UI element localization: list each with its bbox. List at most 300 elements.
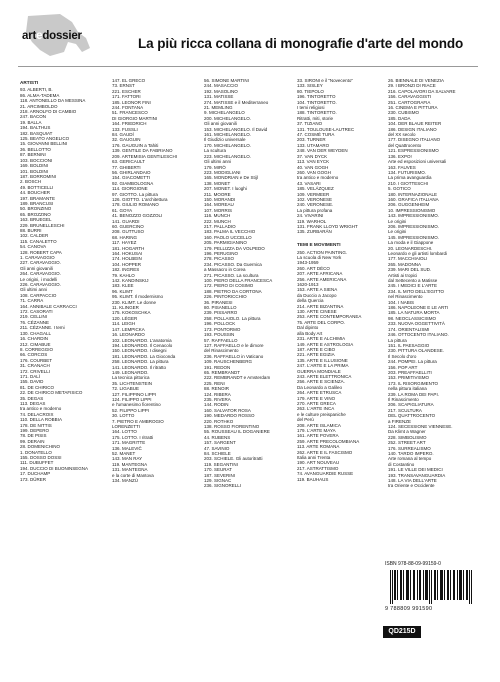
list-item: 47. SAVINIO — [204, 445, 230, 451]
list-item: Il Giudizio universale — [204, 137, 246, 143]
list-item: 170. SEURAT — [204, 467, 232, 473]
list-item: 141. GUARDI — [112, 218, 140, 224]
list-item: 181. HOGARTH — [112, 245, 145, 251]
list-item: 223. MICHELANGELO. — [204, 153, 252, 159]
list-item: 207. MONET. I luoghi — [204, 186, 247, 192]
list-item: 185. DADA — [388, 115, 411, 121]
list-item: e la corte di Mantova — [112, 472, 154, 478]
list-item: I temi religiosi — [297, 105, 325, 111]
list-item: 171. MAGRITTE — [112, 440, 146, 446]
list-item: 121. ESPRESSIONISMO — [388, 148, 439, 154]
column-3 — [204, 78, 278, 489]
list-item: 171. DALÌ — [20, 373, 41, 379]
list-item: 126. GIOTTO. L'architettura — [112, 196, 168, 202]
list-item: 107. MORRIS — [204, 207, 233, 213]
column-1 — [20, 78, 94, 482]
list-item: 191. REDON — [204, 364, 231, 370]
list-item: 171. FATTORI — [112, 94, 141, 100]
list-item: 244. POMPEI. La pittura — [388, 359, 437, 365]
list-item: 109. VERMEER — [297, 191, 330, 197]
list-item: 172. CASORATI — [20, 309, 53, 315]
list-item: 72. LIGABUE — [112, 386, 140, 392]
list-item: 260. ART DÉCO — [297, 265, 330, 271]
list-item: 68. HARING — [112, 234, 138, 240]
list-item: 141. LEONARDO. Il ritratto — [112, 364, 167, 370]
list-item: 135. ARTE E ILLUSIONE — [297, 357, 348, 363]
list-item: 199. DEPERO — [20, 428, 50, 433]
list-item: 229. BRUNELLESCHI — [20, 222, 65, 228]
list-item: 263. L'ARTE INCA — [297, 406, 335, 412]
divider — [18, 66, 478, 67]
list-item: 187. SEVERINI — [204, 472, 236, 478]
list-item: Le origini, i modelli — [20, 276, 58, 282]
list-item: 193. TRANSAVANGUARDIA — [388, 472, 446, 478]
list-item: 172. PIERO DI COSIMO — [204, 283, 254, 289]
list-item: 247. L'ARTE E LA PRIMA — [297, 363, 349, 369]
list-item: 41. BENOZZO GOZZOLI — [112, 213, 163, 219]
list-item: 250. ACTION PAINTING. — [297, 249, 348, 255]
list-item: 252. STREET ART — [388, 440, 426, 446]
list-item: 110. DELLA ROBBIA — [20, 417, 62, 423]
section-heading: TEMI E MOVIMENTI — [297, 242, 341, 248]
list-item: 157. SARGENT — [204, 440, 236, 446]
list-item: 104. I NABIS — [388, 299, 415, 305]
list-item: 253. ARTE CONTEMPORANEA — [297, 314, 362, 320]
list-item: 36. PIRANESI — [204, 299, 233, 305]
list-item: di Costantino — [388, 461, 415, 467]
list-item: 164. ANNIBALE CARRACCI — [20, 303, 77, 309]
list-item: Gli ultimi anni — [20, 287, 48, 293]
list-item: 244. MASACCIO — [204, 83, 239, 89]
list-item: 278. PICASSO — [204, 256, 235, 262]
list-item: 149. ARTE E ASTROLOGIA — [297, 341, 354, 347]
list-item: 189. BRANCUSI — [20, 200, 54, 206]
list-item: 57. RAFFAELLO — [204, 337, 238, 343]
list-item: 155. DOSSO DOSSI — [20, 455, 62, 461]
list-item: 235. RIVERA — [204, 396, 231, 402]
list-item: alla Body Art — [297, 330, 323, 336]
list-item: 1. DONATELLO — [20, 449, 52, 455]
tagline: La più ricca collana di monografie d'arte del mondo — [138, 36, 464, 51]
list-item: 7. PIETRO E AMBROGIO — [112, 418, 164, 424]
list-item: 187. ARTE E CIBO — [297, 346, 336, 352]
list-item: DI GIORGIO MARTINI — [112, 115, 158, 121]
list-item: 119. WARHOL — [297, 218, 327, 224]
list-item: 248. VAN DER WEYDEN — [297, 148, 348, 154]
list-item: 44. BOUCHER — [20, 190, 51, 196]
list-item: 170. MICHELANGELO. — [204, 142, 252, 148]
list-item: 142. KANDINSKIJ — [112, 278, 149, 284]
list-item: 16. CHARDIN — [20, 336, 49, 342]
list-item: 143. IMPRESSIONISMO. — [388, 213, 440, 219]
list-item: 143. MAN RAY — [112, 456, 143, 462]
list-item: 185. LEONOR FINI — [112, 99, 151, 105]
list-item: 98. NEOCLASSICISMO — [388, 315, 437, 321]
list-item: 2. BOSCH — [20, 179, 42, 185]
list-item: 164. LOTTO — [112, 429, 137, 435]
list-item: 187. BORROMINI — [20, 173, 57, 179]
logo-wordmark — [22, 30, 82, 42]
list-item: Arte romana al tempo — [388, 456, 432, 462]
list-item: 180. INTERNAZIONALE — [388, 191, 438, 197]
list-item: 216. CAPOLAVORI DA SALVARE — [388, 88, 456, 94]
list-item: 80. TIEPOLO — [297, 88, 324, 94]
list-item: 164. FRIEDRICH — [112, 121, 147, 127]
list-item: 222. MUNCH — [204, 218, 231, 224]
list-item: 50. BRONZINO — [20, 206, 52, 212]
product-code: QD215D — [383, 626, 421, 638]
list-item: e l'umanesimo fiorentino — [112, 402, 161, 408]
list-item: 236. SIGNORELLI — [204, 483, 242, 489]
list-item: 194. LEONARDO. Il Cenacolo — [112, 342, 173, 348]
list-item: 190. ART NOUVEAU — [297, 460, 340, 466]
list-item: 188. PIETRO DA CORTONA — [204, 288, 262, 294]
list-item: a Massacro in Corea — [204, 267, 246, 273]
list-item: 11. KLINGER — [112, 305, 139, 311]
list-item: 1. CARAVAGGIO — [20, 255, 55, 260]
list-item: 196. TINTORETTO — [297, 94, 336, 100]
list-item: 182. BASQUIAT — [20, 130, 53, 136]
list-item: 16. CINEMA E PITTURA — [388, 105, 438, 111]
list-item: 102. CALDER — [20, 233, 49, 239]
list-item: Le origini — [388, 218, 407, 224]
list-item: 258. POLLAIOLO. La pittura — [204, 315, 261, 321]
list-item: 102. VERONESE — [297, 196, 333, 202]
list-item: 211. MOORE — [204, 191, 231, 197]
list-item: 88. RENOIR — [204, 386, 230, 392]
list-item: del Quattrocento — [388, 142, 422, 148]
list-item: 55. ROUSSEAU IL DOGANIERE — [204, 429, 270, 435]
list-item: 52. MANET — [112, 451, 136, 457]
list-item: 22. DE CHIRICO METAFISICO — [20, 390, 83, 396]
list-item: 16. LEONARDO — [112, 332, 145, 338]
list-item: 113. VAN EYCK — [297, 159, 330, 165]
list-item: 236. RAFFAELLO in Vaticano — [204, 353, 264, 359]
list-item: 104. DER BLAUE REITER — [388, 121, 442, 127]
list-item: 210. I GIOTTESCHI — [388, 180, 429, 186]
list-item: 214. ARTE BIZANTINA — [297, 303, 344, 309]
list-item: 239. LA ROMA DEI PAPI. — [388, 391, 439, 397]
list-item: 161. MICHELANGELO. — [204, 132, 252, 138]
column-4 — [297, 78, 371, 482]
list-item: 186. DESIGN ITALIANO — [388, 126, 437, 132]
list-item: La scultura — [204, 148, 227, 154]
list-item: 165. MONDRIAN e De Stijl — [204, 175, 258, 181]
list-item: 239. MARI DEL SUD. — [388, 267, 432, 273]
list-item: 52. FILIPPO LIPPI — [112, 407, 150, 413]
list-item: 93. ALBERTI, B. — [20, 87, 53, 93]
list-item: 174. HOLBEIN — [112, 256, 142, 262]
list-item: 160. PAOLO UCCELLO — [204, 234, 252, 240]
list-item: 228. SIMBOLISMO — [388, 434, 427, 440]
list-item: nel Rinascimento — [388, 294, 423, 300]
list-item: del Perù — [297, 417, 314, 423]
list-item: 192. MASOLINO — [204, 88, 238, 94]
list-item: dal Settecento a Matisse — [388, 278, 438, 284]
list-item: DEL QUATTROCENTO — [388, 413, 436, 419]
list-item: 156. CARAVAGGISTI — [388, 94, 432, 100]
list-item: 114. LEIGH — [112, 321, 136, 327]
list-item: 175. LOTTO. I ritratti — [112, 434, 154, 440]
list-item: 217. ASTRATTISMO — [297, 465, 339, 471]
list-item: 246. OTTOCENTO ITALIANO. — [388, 332, 449, 338]
list-item: 179. ARTE E VINO — [297, 395, 336, 401]
list-item: 119. MANTEGNA — [112, 461, 148, 467]
logo-art: art — [22, 30, 37, 42]
list-item: 265. MADONNA — [388, 261, 422, 267]
list-item: 177. MACCHIAIOLI — [388, 256, 428, 262]
list-item: nella pittura italiana — [388, 386, 427, 392]
list-item: 102. LEONARDO. L'anatomia — [112, 337, 172, 343]
list-item: 262. ARTE E IL FASCISMO — [297, 449, 353, 455]
list-item: 74. AVANGUARDIE RUSSE — [297, 471, 354, 477]
list-item: 169. BOLDINI — [20, 163, 49, 169]
list-item: 136. EXPO! — [388, 153, 412, 159]
list-item: 147. EL GRECO — [112, 78, 146, 83]
barcode-icon — [390, 570, 472, 604]
list-item: 179. L'ARTE MAYA — [297, 428, 336, 433]
list-item: 258. LEONARDO. La pittura — [112, 359, 169, 365]
list-item: 208. ARTE ISLAMICA — [297, 422, 341, 428]
logo-dossier: dossier — [42, 30, 82, 42]
barcode-digits: 9 788809 991590 — [385, 606, 433, 612]
list-item: 1620-1913 — [297, 282, 319, 288]
list-item: 226. CARAVAGGIO. — [20, 282, 61, 288]
list-item: 21. ARCIMBOLDO — [20, 103, 58, 109]
list-item: 197. BRAMANTE — [20, 195, 56, 201]
list-item: 108. CARPACCIO — [20, 292, 57, 298]
list-item: da Duccio a Jacopo — [297, 292, 337, 298]
list-item: 190. MEDARDO ROSSO — [204, 413, 255, 419]
list-item: 133. SISLEY — [297, 83, 323, 89]
list-item: 104. HOPPER — [112, 261, 142, 267]
list-item: 217. PALLADIO — [204, 223, 236, 229]
list-item: 15. GIOVANNI BELLINI — [20, 141, 68, 147]
list-item: 96. KLIMT — [112, 288, 133, 294]
list-item: 156. POP ART — [388, 364, 418, 370]
list-item: tra Oriente e Occidente — [388, 483, 435, 489]
list-item: 256. ARTE AMERICANA — [297, 276, 347, 282]
list-item: 154. GIACOMETTI — [112, 175, 151, 181]
list-item: 114. GIORGIONE — [112, 186, 148, 192]
list-item: 155. DAVID — [20, 379, 44, 385]
list-item: 153. ARTE A SIENA — [297, 287, 338, 293]
list-item: 153. MICHELANGELO. Il David — [204, 126, 268, 132]
list-item: 160. GRAFICA ITALIANA — [388, 196, 439, 202]
list-item: della Quercia — [297, 298, 324, 304]
list-item: 194. BALTHUS — [20, 125, 51, 131]
list-item: 145. IMPRESSIONISMO. — [388, 234, 440, 240]
list-item: 60. GUERCINO — [112, 223, 144, 229]
list-item: 17. DUCHAMP — [20, 471, 51, 477]
list-item: 130. CHAGALL — [20, 330, 52, 336]
list-item: Artisti ai tropici — [388, 272, 418, 278]
list-item: La pittura profana — [297, 207, 333, 213]
list-item: 230. KLIMT. Le donne — [112, 299, 157, 305]
list-item: 20. LEONARDESCHI. — [388, 245, 433, 251]
list-item: 79. KAHLO — [112, 272, 135, 278]
list-item: 206. IMPRESSIONISMO. — [388, 223, 440, 229]
list-item: 234. PICASSO. Da Guernica — [204, 261, 262, 267]
list-item: Il Rinascimento — [388, 396, 419, 402]
list-item: 131. TOULOUSE-LAUTREC — [297, 126, 355, 132]
list-item: 127. FILIPPINO LIPPI — [112, 391, 157, 397]
list-item: 160. SALVATOR ROSA — [204, 407, 251, 413]
list-item: 153. PRIMITIVISMO — [388, 375, 430, 381]
list-item: 84. GAUDÍ — [112, 132, 134, 138]
list-item: 200. MICHELANGELO. — [204, 115, 252, 121]
list-item: 239. PISSARRO — [204, 310, 238, 316]
list-item: 177. DISEGNO ITALIANO — [388, 137, 441, 143]
list-item: 103. BOCCIONI — [20, 157, 53, 163]
list-item: 163. BRUEGEL — [20, 217, 52, 223]
list-item: 113. ARTE ROMANA — [297, 444, 340, 450]
list-item: 140. TARDO IMPERO. — [388, 451, 434, 457]
list-item: 178. GIULIO ROMANO — [112, 202, 159, 208]
list-item: 161. ARTE POVERA — [297, 433, 339, 439]
list-item: 115. CANALETTO — [20, 238, 57, 244]
list-item: 124. SECESSIONE VIENNESE. — [388, 424, 453, 429]
list-item: 270. ARTE GRECA — [297, 400, 336, 406]
list-item: 173. DÜRER — [20, 476, 47, 482]
list-item: 206. SCAPIGLIATURA — [388, 402, 434, 408]
list-item: 61. GOYA — [112, 207, 133, 213]
list-item: e le culture preispaniche — [297, 411, 346, 417]
list-item: 163. FAUVES — [388, 164, 416, 170]
list-item: 124. FILIPPO LIPPI — [112, 396, 152, 402]
list-item: 234. IL MITO DELL'EGITTO — [388, 288, 445, 294]
list-item: 133. FUSSLI — [112, 126, 138, 132]
list-item: 183. PALMA IL VECCHIO — [204, 229, 256, 235]
list-item: 10. IMPRESSIONISMO — [388, 207, 436, 213]
list-item: 133. UTAMARO — [297, 142, 330, 148]
list-item: 230. CUBISMO — [388, 110, 420, 116]
list-item: 148. LA VIA DELL'ARTE — [388, 478, 437, 484]
list-item: Dal dipinto — [297, 325, 319, 331]
header — [0, 0, 500, 60]
list-item — [297, 235, 371, 240]
list-item: 73. ERNST — [112, 83, 135, 89]
list-item: 74. DELACROIX — [20, 411, 54, 417]
list-item: Gli anni giovanili — [204, 121, 237, 127]
list-item: 119. SEGANTINI — [204, 461, 238, 467]
list-item: La tecnica pittorica — [112, 375, 150, 381]
list-item: 35. DEGAS — [20, 395, 44, 401]
list-item: 217. SCULTURA — [388, 407, 422, 413]
list-item: Il Secolo d'oro — [388, 353, 417, 359]
list-item: 71. CARRA — [20, 298, 44, 304]
list-item: 111. DUBUFFET — [20, 460, 54, 466]
list-item: Da Klimt a Wagner — [388, 429, 426, 435]
list-item: 196. PERUGINO — [204, 251, 239, 256]
list-item: 65. REMBRANDT — [204, 369, 241, 375]
list-item: 134. MANZÙ — [112, 478, 139, 484]
list-item: La scuola di New York — [297, 255, 342, 260]
list-item: 274. MATISSE e il Mediterraneo — [204, 99, 269, 105]
list-item: La pittura — [388, 337, 407, 343]
list-item: 151. IL PAESAGGIO — [388, 342, 430, 348]
list-item: Gli ultimi anni — [204, 159, 232, 165]
list-item: 230. PITTURA OLANDESE. — [388, 348, 445, 354]
list-item: 186. NAPOLEONE E LE ARTI — [388, 305, 449, 311]
list-item: 245. I MEDICI E L'ARTE — [388, 283, 438, 289]
list-item: 264. ARTE ETRUSCA — [297, 390, 342, 396]
list-item: Italia anni Trenta — [297, 455, 331, 461]
list-item: 128. ROBERT CAPA — [20, 249, 62, 255]
list-item: 175. KOKOSCHKA — [112, 310, 151, 316]
list-item: Le origini — [388, 229, 407, 235]
list-item: 220. ROTHKO — [204, 418, 234, 424]
list-item: 80. PISANELLO — [204, 305, 237, 311]
list-item: 193. POUSSIN — [204, 332, 235, 338]
list-item: 203. SCHIELE. Gli autoritratti — [204, 456, 263, 462]
list-item: 138. MONET — [204, 180, 231, 186]
list-item: 95. KLIMT. Il modernismo — [112, 294, 164, 300]
list-item: 136. MALEVIČ — [112, 445, 142, 451]
list-item: 131. MATISSE — [204, 94, 234, 100]
list-item: 233. NUOVA OGGETTIVITÀ — [388, 321, 445, 327]
list-item: Da Leonardo a Galileo — [297, 384, 343, 390]
column-heading: ARTISTI — [20, 80, 39, 85]
list-item: 176. SURREALISMO — [388, 445, 431, 451]
list-item: 29. I BRONZI DI RIACE — [388, 83, 436, 89]
list-item: 125. BEATO ANGELICO — [20, 136, 70, 142]
list-item: 24. VIVARINI — [297, 213, 324, 219]
list-item: 127. RAFFAELLO e le dimore — [204, 342, 264, 348]
column-2 — [112, 78, 186, 483]
list-item: 271. PICASSO. La scultura — [204, 272, 259, 278]
list-item: 147. LEMPICKA — [112, 326, 145, 332]
list-item: 32. GAUGUIN — [112, 137, 141, 143]
list-item: 54. CANOVA — [20, 244, 47, 250]
list-item: 26. BIENNALE DI VENEZIA — [388, 78, 445, 83]
list-item: 172. CRIVELLI — [20, 368, 51, 374]
list-item: 44. RUBENS — [204, 434, 231, 440]
list-item: 174. ORIENTALISMI — [388, 326, 430, 332]
list-item: 99. DERAIN — [20, 438, 45, 444]
list-item: 164. MOREAU — [204, 202, 234, 208]
list-item: 56. SIMONE MARTINI — [204, 78, 249, 83]
list-item: 124. RIBERA — [204, 391, 231, 397]
list-item: 211. CÉZANNE. I temi — [20, 325, 65, 331]
list-item: 231. ARTE E ALCHIMIA — [297, 336, 346, 342]
list-item: Leonardo e gli artisti lombardi — [388, 251, 448, 256]
list-item: 101. BOLDINI — [20, 168, 49, 174]
list-item: 182. INGRES — [112, 267, 140, 273]
list-item: 36. BELLOTTO — [20, 146, 51, 152]
list-item: 1943-1959 — [297, 260, 319, 266]
list-item: 31. CRANACH — [20, 363, 50, 369]
list-item: 206. GUGGENHEIM — [388, 202, 430, 208]
list-item: 251. CARTOGRAFIA — [388, 99, 431, 105]
list-item: LORENZETTI — [112, 424, 141, 429]
list-item: 183. KLEE — [112, 283, 134, 289]
list-item: 120. LÉGER — [112, 315, 138, 321]
list-item: 88. BURRI — [20, 227, 42, 233]
list-item: 43. VASARI — [297, 180, 321, 186]
list-item: 176. COURBET — [20, 357, 53, 363]
list-item: 144. RODIN — [204, 402, 229, 408]
list-item: 185. VELÁZQUEZ — [297, 186, 334, 192]
list-item: 227. CARAVAGGIO. — [20, 260, 61, 266]
list-item: 35. LICHTENSTEIN — [112, 380, 153, 386]
list-item: 208. GUTTUSO — [112, 229, 145, 235]
list-item: 76. CÉZANNE — [20, 319, 50, 325]
list-item: 221. ARTE EGIZIA — [297, 352, 335, 358]
isbn-text: ISBN 978-88-09-99159-0 — [385, 561, 441, 567]
list-item: 19. BALLA — [20, 119, 42, 125]
list-item: 84. SCHIELE — [204, 451, 231, 457]
